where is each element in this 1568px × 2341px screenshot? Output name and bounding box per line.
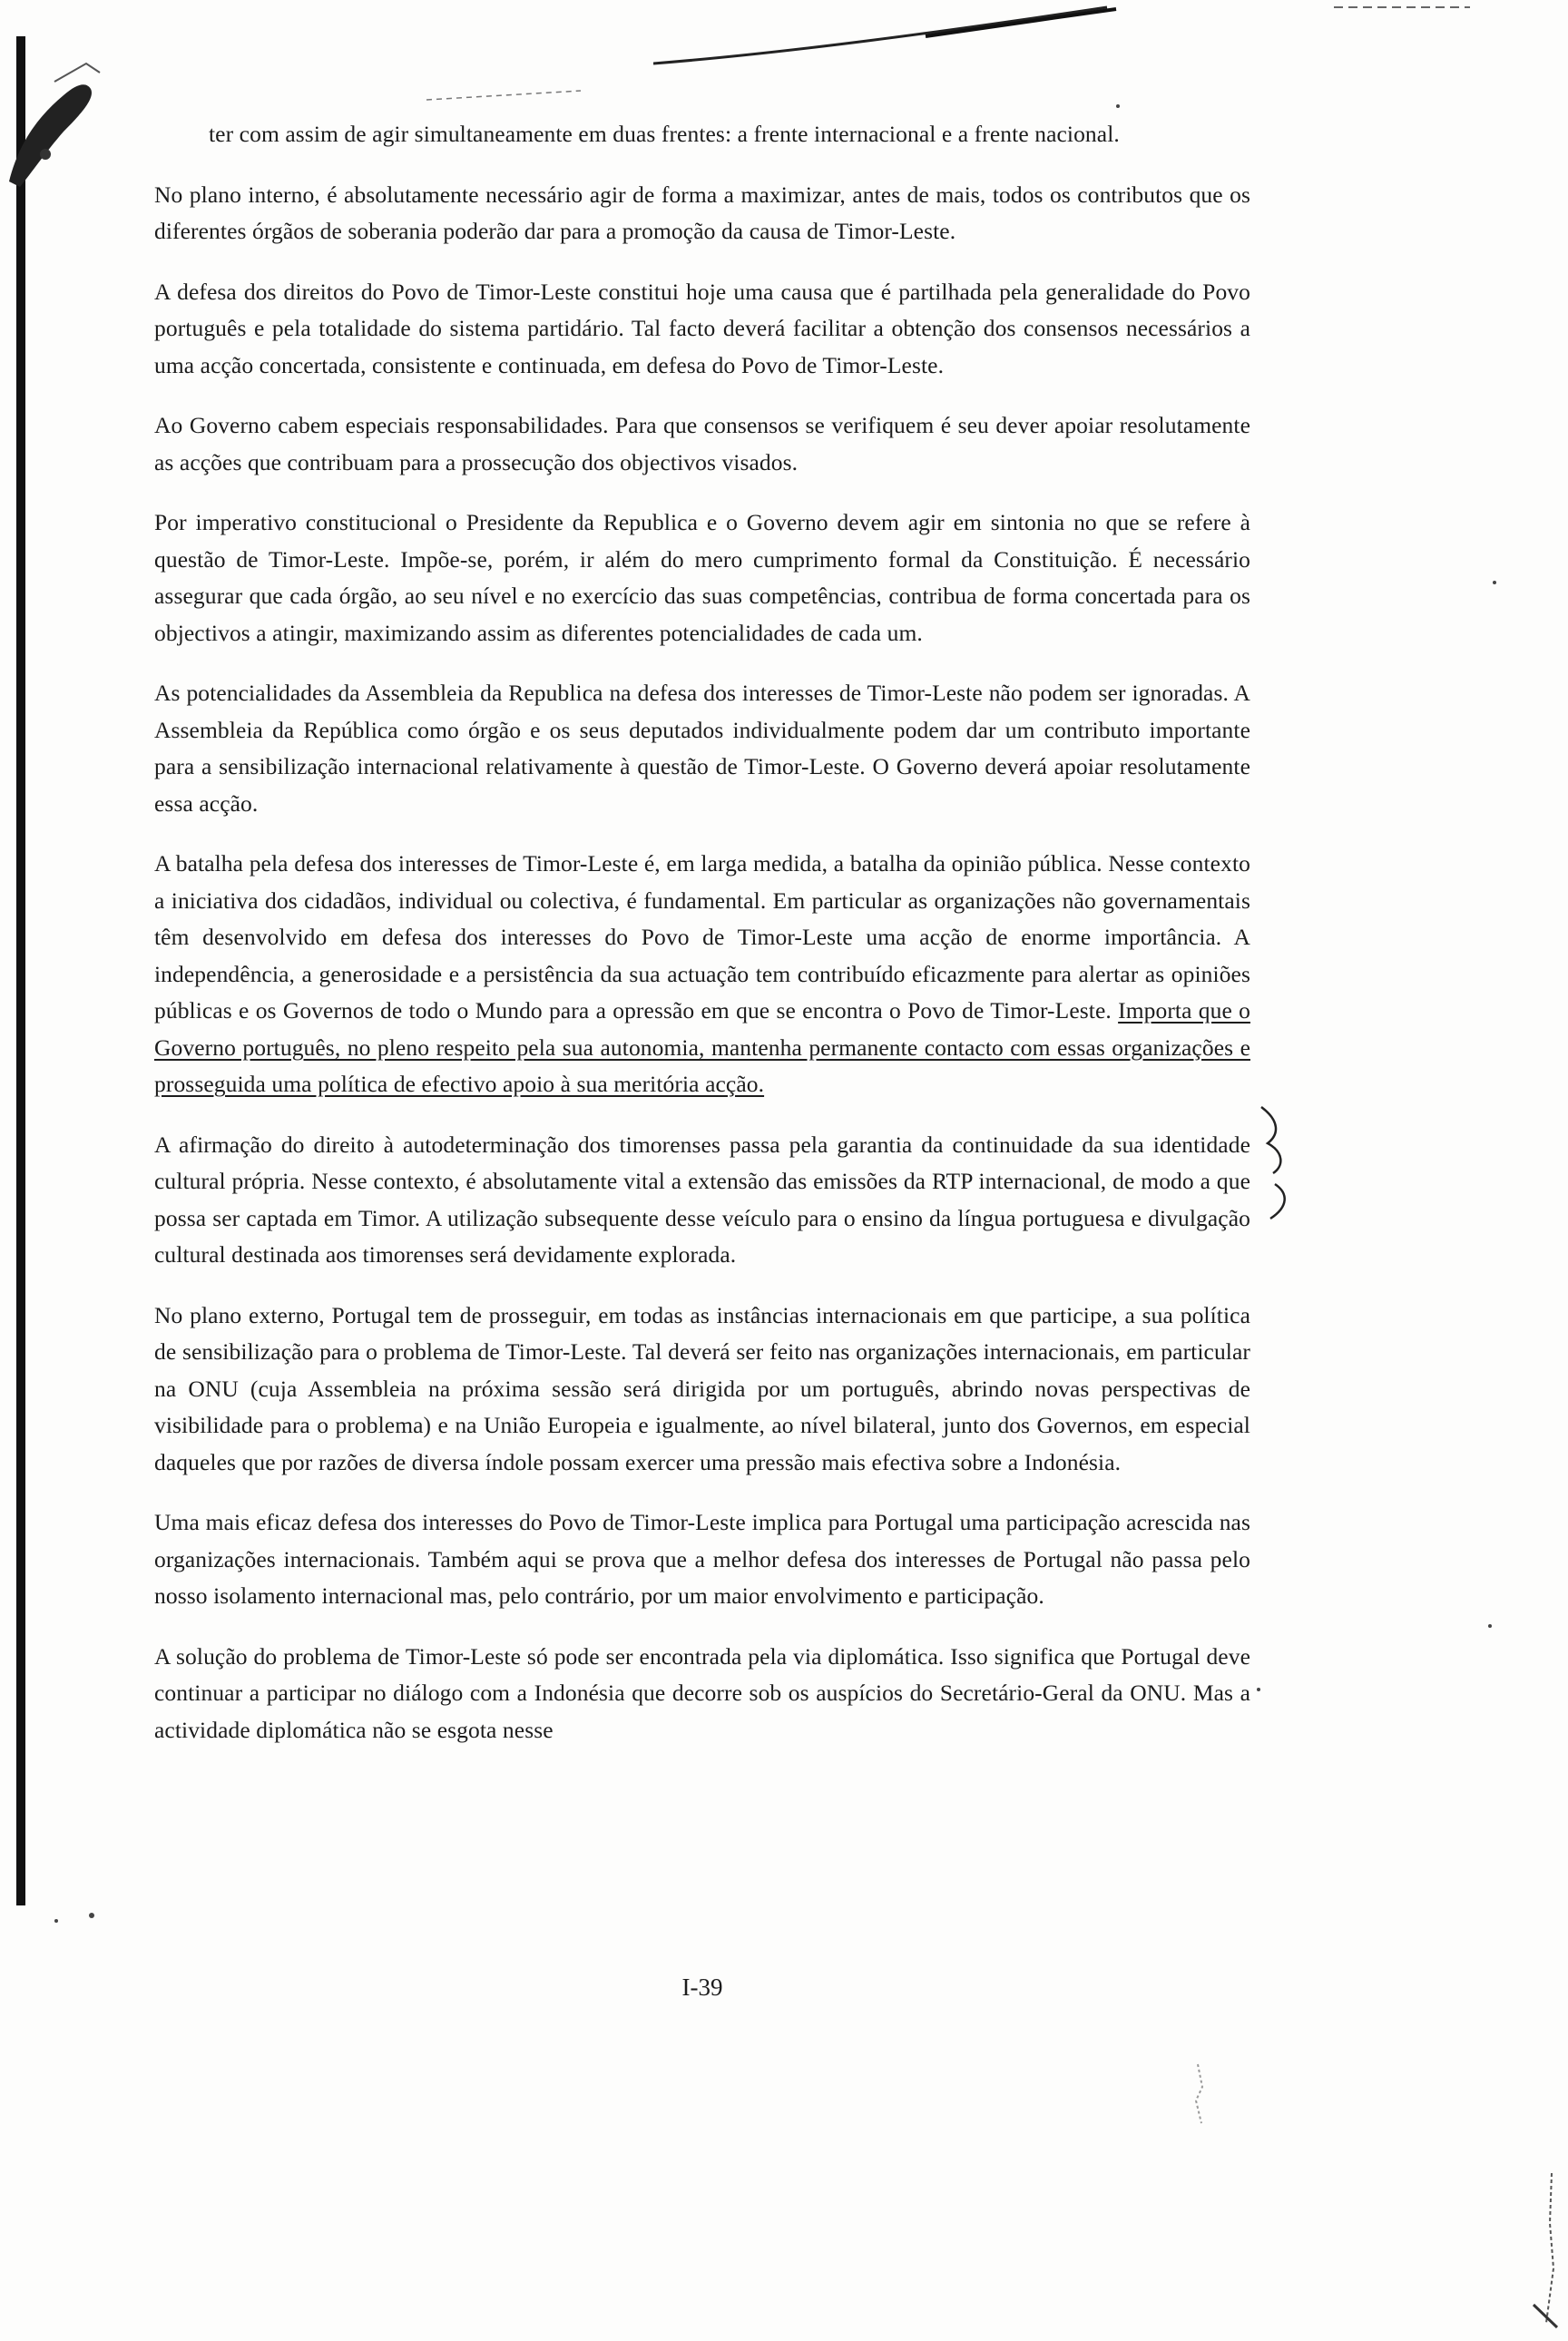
paragraph-constitution: Por imperativo constitucional o Presidente da Republica e o Governo devem agir em sintonia no que se refere à questão de Timor-Leste. Impõe-se, porém, ir além do mero cumprimento formal da Constituição. É necessário assegurar que cada órgão, ao seu nível e no exercício das suas competências, contribua de forma concertada para os objectivos a atingir, maximizando assim as diferentes potencialidades de cada um.	[154, 509, 1250, 646]
smudge-mark	[1180, 2060, 1216, 2132]
paragraph-external-plan: No plano externo, Portugal tem de prosseguir, em todas as instâncias internacionais em que participe, a sua política de sensibilização para o problema de Timor-Leste. Tal deverá ser feito nas organizações internacionais, em particular na ONU (cuja Assembleia na próxima sessão será dirigida por um português, abrindo novas perspectivas de visibilidade para o problema) e na União Europeia e igualmente, ao nível bilateral, junto dos Governos, em especial daqueles que por razões de diversa índole possam exercer uma pressão mais efectiva sobre a Indonésia.	[154, 1301, 1250, 1475]
paragraph-cultural-identity: A afirmação do direito à autodeterminação dos timorenses passa pela garantia da continuidade da sua identidade cultural própria. Nesse contexto, é absolutamente vital a extensão das emissões da RTP internacional, de modo a que possa ser captada em Timor. A utilização subsequente desse veículo para o ensino da língua portuguesa e divulgação cultural destinada aos timorenses será devidamente explorada.	[154, 1131, 1250, 1268]
pen-stroke-mark	[653, 0, 1125, 73]
speck-mark	[1257, 1688, 1260, 1691]
paragraph-continued: ter com assim de agir simultaneamente em duas frentes: a frente internacional e a frente nacional.	[209, 121, 1120, 147]
paragraph-public-opinion-text: A batalha pela defesa dos interesses de Timor-Leste é, em larga medida, a batalha da opinião pública. Nesse contexto a iniciativa dos cidadãos, individual ou colectiva, é fundamental. Em particular as organizações não governamentais têm desenvolvido em defesa dos interesses do Povo de Timor-Leste uma acção de enorme importância. A independência, a generosidade e a persistência da sua actuação tem contribuído eficazmente para alertar as opiniões públicas e os Governos de todo o Mundo para a opressão em que se encontra o Povo de Timor-Leste.	[154, 850, 1250, 1024]
speck-mark	[89, 1913, 94, 1918]
pen-dash-mark	[426, 86, 581, 104]
speck-mark	[1488, 1624, 1492, 1628]
paragraph-government: Ao Governo cabem especiais responsabilidades. Para que consensos se verifiquem é seu dever apoiar resolutamente as acções que contribuam para a prossecução dos objectivos visados.	[154, 412, 1250, 475]
paragraph-public-opinion	[154, 846, 1250, 1103]
top-edge-mark	[1334, 0, 1479, 18]
speck-mark	[54, 1919, 58, 1923]
paragraph-international-participation: Uma mais eficaz defesa dos interesses do Povo de Timor-Leste implica para Portugal uma participação acrescida nas organizações internacionais. Também aqui se prova que a melhor defesa dos interesses de Portugal não passa pelo nosso isolamento internacional mas, pelo contrário, por um maior envolvimento e participação.	[154, 1509, 1250, 1609]
body-text	[154, 116, 1250, 1772]
edge-smudge-mark	[1524, 2169, 1561, 2332]
speck-mark	[1116, 104, 1120, 108]
underlined-passage: Importa que o Governo português, no pleno respeito pela sua autonomia, mantenha permanente contacto com essas organizações e prosseguida uma política de efectivo apoio à sua meritória acção.	[154, 997, 1250, 1097]
speck-mark	[1493, 581, 1496, 584]
binding-edge-shadow	[16, 36, 25, 1905]
paragraph-internal-plan: No plano interno, é absolutamente necessário agir de forma a maximizar, antes de mais, todos os contributos que os diferentes órgãos de soberania poderão dar para a promoção da causa de Timor-Leste.	[154, 181, 1250, 244]
page-number: I-39	[681, 1974, 723, 2001]
paragraph-assembly: As potencialidades da Assembleia da Republica na defesa dos interesses de Timor-Leste não podem ser ignoradas. A Assembleia da República como órgão e os seus deputados individualmente podem dar um contributo importante para a sensibilização internacional relativamente à questão de Timor-Leste. O Governo deverá apoiar resolutamente essa acção.	[154, 680, 1250, 817]
ink-blot-mark	[0, 45, 109, 191]
paragraph-rights-defense: A defesa dos direitos do Povo de Timor-Leste constitui hoje uma causa que é partilhada pela generalidade do Povo português e pela totalidade do sistema partidário. Tal facto deverá facilitar a obtenção dos consensos necessários a uma acção concertada, consistente e continuada, em defesa do Povo de Timor-Leste.	[154, 278, 1250, 378]
margin-brace-mark	[1257, 1102, 1302, 1220]
paragraph-diplomatic-solution: A solução do problema de Timor-Leste só pode ser encontrada pela via diplomática. Isso significa que Portugal deve continuar a participar no diálogo com a Indonésia que decorre sob os auspícios do Secretário-Geral da ONU. Mas a actividade diplomática não se esgota nesse	[154, 1642, 1250, 1743]
